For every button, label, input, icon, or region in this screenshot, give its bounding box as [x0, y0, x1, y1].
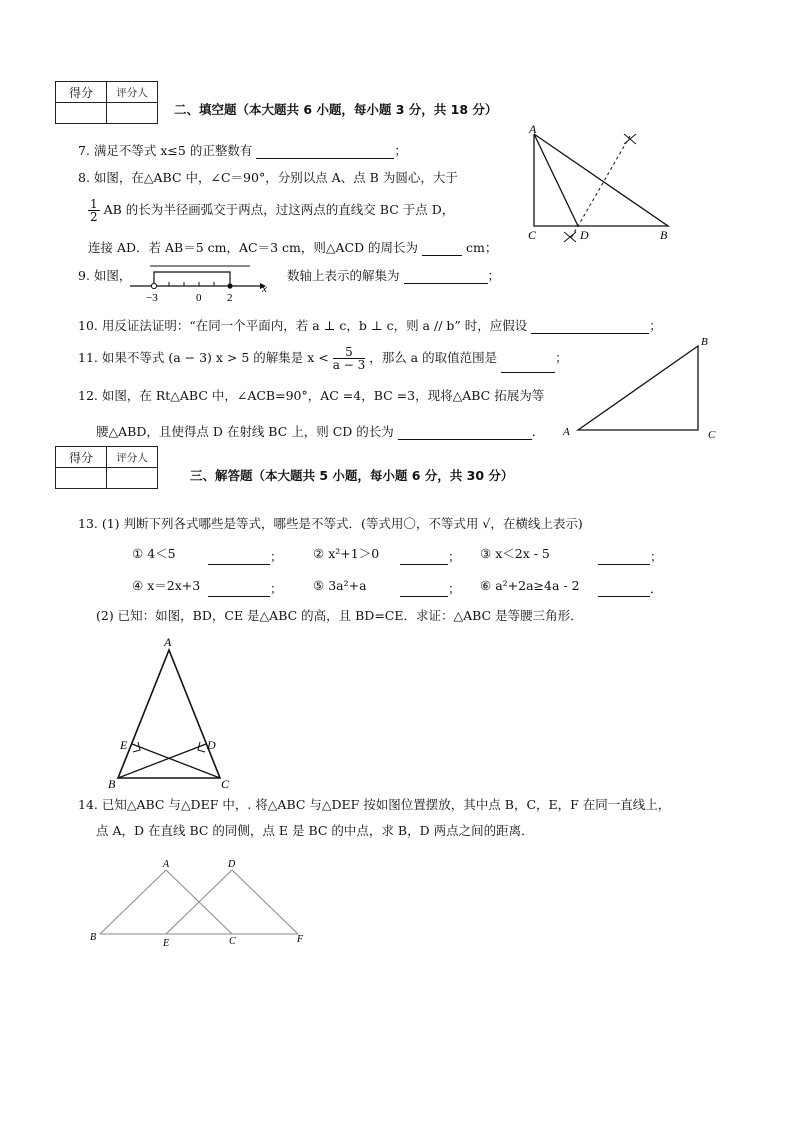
- figure-q14-triangles: [86, 854, 316, 950]
- q14-line2: 点 A，D 在直线 BC 的同侧，点 E 是 BC 的中点，求 B，D 两点之间的距离．: [96, 823, 534, 838]
- label-a-q14: A: [163, 859, 170, 870]
- q8-unit: cm；: [466, 240, 498, 255]
- right-angle-d: [198, 742, 205, 752]
- q11-fraction: [333, 346, 365, 371]
- label-b-q14: B: [90, 932, 97, 943]
- label-c: C: [528, 228, 537, 242]
- closed-dot: [227, 283, 232, 288]
- tick-label-0: 0: [196, 292, 202, 304]
- label-a-q13: A: [164, 635, 172, 649]
- q7-text: 7. 满足不等式 x≤5 的正整数有: [78, 143, 253, 158]
- section2-title: 二、填空题（本大题共 6 小题，每小题 3 分，共 18 分）: [174, 102, 498, 117]
- section3-title: 三、解答题（本大题共 5 小题，每小题 6 分，共 30 分）: [190, 468, 514, 483]
- label-a-q12: A: [563, 426, 570, 438]
- tick-label-minus3: −3: [146, 292, 158, 304]
- label-e-q14: E: [163, 938, 170, 949]
- score-cell[interactable]: [56, 468, 107, 489]
- q9-suffix: 数轴上表示的解集为: [287, 268, 400, 283]
- score-box-section3: [55, 446, 158, 489]
- q12-answer-blank[interactable]: [398, 426, 532, 440]
- q13-item-2: ② x²+1＞0: [313, 546, 380, 561]
- grader-label: 评分人: [107, 447, 158, 468]
- grader-label: 评分人: [107, 82, 158, 103]
- label-b-q12: B: [701, 336, 708, 348]
- label-e-q13: E: [120, 738, 128, 752]
- question-7: 7. 满足不等式 x≤5 的正整数有 ；: [78, 143, 407, 158]
- q13-item-1: ① 4＜5: [132, 546, 176, 561]
- side-df: [232, 870, 298, 934]
- label-d-q14: D: [228, 859, 236, 870]
- q11-text2: ，那么 a 的取值范围是: [369, 350, 498, 365]
- label-c-q12: C: [708, 429, 716, 441]
- open-dot: [151, 283, 156, 288]
- q11-row: 11. 如果不等式 (a − 3) x > 5 的解集是 x < $\frac{5}{a - 3}$ ，那么 a 的取值范围是 ；: [78, 345, 568, 372]
- solution-range-bracket: [154, 272, 230, 286]
- q13-blank-4[interactable]: [208, 583, 270, 597]
- tick-label-2: 2: [227, 292, 233, 304]
- q11-frac-den: a − 3: [332, 358, 366, 372]
- label-b-q13: B: [108, 777, 116, 791]
- q13-item-3: ③ x＜2x - 5: [480, 546, 550, 561]
- q13-blank-1[interactable]: [208, 551, 270, 565]
- q13-item-4: ④ x＝2x+3: [132, 578, 201, 593]
- segment-ad: [534, 134, 578, 226]
- label-c-q14: C: [229, 936, 236, 947]
- figure-q8-triangle: [520, 122, 680, 248]
- q13-blank-3[interactable]: [598, 551, 650, 565]
- triangle-abc: [534, 134, 668, 226]
- q9-prefix: 9. 如图，: [78, 268, 132, 283]
- q7-answer-blank[interactable]: [256, 145, 394, 159]
- q10-text: 10. 用反证法证明：“在同一个平面内，若 a ⊥ c，b ⊥ c，则 a // b” 时，应假设: [78, 318, 528, 333]
- q9-answer-blank[interactable]: [404, 270, 488, 284]
- altitude-bd: [118, 744, 206, 778]
- score-cell[interactable]: [56, 103, 107, 124]
- number-line-figure: [124, 258, 274, 306]
- label-b: B: [660, 228, 668, 242]
- q8-frac-den: 2: [90, 210, 98, 224]
- q13-blank-6[interactable]: [598, 583, 650, 597]
- side-ba: [100, 870, 166, 934]
- q11-frac-num: 5: [333, 346, 365, 359]
- label-a: A: [529, 122, 537, 136]
- q11-answer-blank[interactable]: [501, 359, 555, 373]
- triangle-abc-q12: [578, 346, 698, 430]
- q10-row: 10. 用反证法证明：“在同一个平面内，若 a ⊥ c，b ⊥ c，则 a // b” 时，应假设 ；: [78, 318, 662, 333]
- q11-text: 11. 如果不等式 (a − 3) x > 5 的解集是 x <: [78, 350, 329, 365]
- score-label: 得分: [56, 82, 107, 103]
- label-d: D: [580, 228, 589, 242]
- q8-fraction: [88, 198, 100, 223]
- right-angle-e: [133, 742, 140, 752]
- score-box-section2: [55, 81, 158, 124]
- grader-cell[interactable]: [107, 103, 158, 124]
- score-label: 得分: [56, 447, 107, 468]
- q12-line2: 腰△ABD，且使得点 D 在射线 BC 上，则 CD 的长为: [96, 424, 394, 439]
- q8-answer-blank[interactable]: [422, 242, 462, 256]
- figure-q13-isosceles-triangle: [100, 630, 240, 792]
- q12-line1: 12. 如图，在 Rt△ABC 中，∠ACB=90°，AC =4，BC =3，现将△ABC 拓展为等: [78, 388, 545, 403]
- q8-frac-num: 1: [90, 197, 98, 211]
- figure-q12-right-triangle: [560, 332, 730, 442]
- q12-line2-row: 腰△ABD，且使得点 D 在射线 BC 上，则 CD 的长为 ．: [96, 424, 545, 439]
- q8-line2-row: [88, 196, 454, 224]
- q8-line3: 连接 AD．若 AB＝5 cm，AC＝3 cm，则△ACD 的周长为: [88, 240, 419, 255]
- grader-cell[interactable]: [107, 468, 158, 489]
- q13-intro: 13. (1) 判断下列各式哪些是等式，哪些是不等式．(等式用〇，不等式用 √，在横线上表示): [78, 516, 583, 531]
- q8-line2: AB 的长为半径画弧交于两点，过这两点的直线交 BC 于点 D，: [103, 202, 455, 217]
- label-c-q13: C: [221, 777, 230, 791]
- q14-line1: 14. 已知△ABC 与△DEF 中，. 将△ABC 与△DEF 按如图位置摆放，其中点 B，C，E，F 在同一直线上，: [78, 797, 671, 812]
- q8-line3-row: [88, 240, 497, 256]
- q13-item-6: ⑥ a²+2a≥4a - 2: [480, 578, 580, 593]
- perpendicular-bisector: [570, 136, 630, 240]
- q13-item-5: ⑤ 3a²+a: [313, 578, 367, 593]
- q13-blank-5[interactable]: [400, 583, 448, 597]
- q13-part2: (2) 已知：如图，BD，CE 是△ABC 的高，且 BD=CE．求证：△ABC 是等腰三角形．: [96, 608, 583, 623]
- arc-mark-top: [624, 134, 636, 144]
- q9-suffix-row: 数轴上表示的解集为 ；: [287, 268, 501, 283]
- label-f-q14: F: [297, 934, 304, 945]
- label-d-q13: D: [207, 738, 216, 752]
- arc-mark-bottom: [564, 232, 576, 242]
- q13-blank-2[interactable]: [400, 551, 448, 565]
- q8-line1: 8. 如图，在△ABC 中，∠C＝90°，分别以点 A、点 B 为圆心，大于: [78, 170, 458, 185]
- axis-label-x: x: [262, 283, 267, 295]
